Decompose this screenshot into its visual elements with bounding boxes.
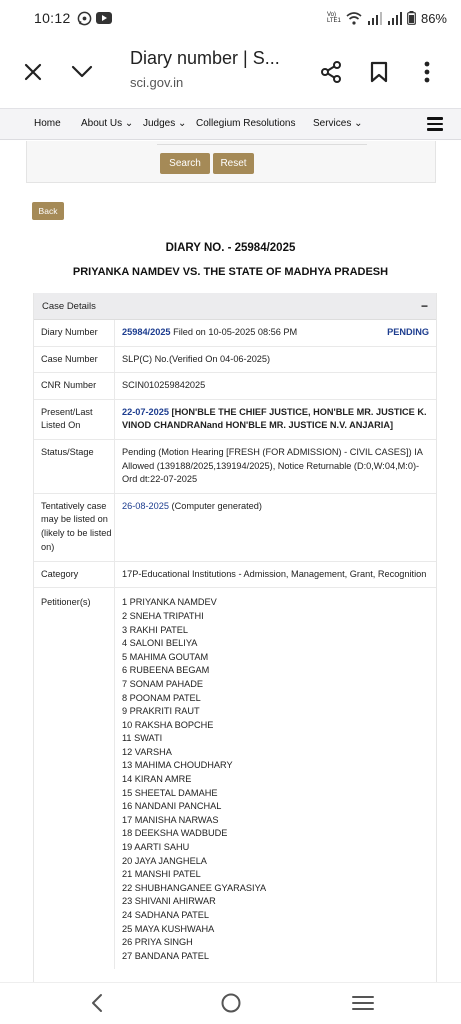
chevron-down-icon: ⌄ xyxy=(124,118,134,129)
petitioner-item: 8 POONAM PATEL xyxy=(122,692,201,703)
petitioner-item: 7 SONAM PAHADE xyxy=(122,678,204,689)
nav-judges[interactable] xyxy=(143,118,186,129)
search-input-edge[interactable] xyxy=(157,141,367,145)
nav-home[interactable]: Home xyxy=(34,118,61,129)
collapse-icon[interactable]: − xyxy=(420,299,428,313)
petitioner-item: 3 RAKHI PATEL xyxy=(122,624,189,635)
petitioner-item: 20 JAYA JANGHELA xyxy=(122,855,207,866)
listed-on-value xyxy=(115,400,436,439)
youtube-icon xyxy=(96,12,112,24)
petitioner-item: 25 MAYA KUSHWAHA xyxy=(122,923,215,934)
row-category xyxy=(34,562,436,589)
petitioner-item: 5 MAHIMA GOUTAM xyxy=(122,651,209,662)
petitioner-item: 19 AARTI SAHU xyxy=(122,842,190,853)
case-details-card xyxy=(33,293,437,983)
petitioner-item: 2 SNEHA TRIPATHI xyxy=(122,610,204,621)
petitioner-item: 4 SALONI BELIYA xyxy=(122,638,198,649)
hamburger-icon[interactable] xyxy=(427,117,443,131)
more-vert-icon xyxy=(424,61,430,83)
battery-icon xyxy=(407,11,416,25)
row-tentative xyxy=(34,494,436,562)
label-cnr: CNR Number xyxy=(34,373,115,399)
petitioner-item: 17 MANISHA NARWAS xyxy=(122,814,219,825)
petitioner-item: 26 PRIYA SINGH xyxy=(122,937,193,948)
diary-number-link[interactable]: 25984/2025 xyxy=(122,327,171,337)
share-icon xyxy=(320,61,342,83)
chevron-down-icon xyxy=(71,65,93,79)
search-button[interactable]: Search xyxy=(160,153,210,174)
category-value: 17P-Educational Institutions - Admission, Management, Grant, Recognition xyxy=(122,568,427,579)
status-badge: PENDING xyxy=(387,327,429,337)
network-label: Vo) LTE1 xyxy=(326,12,341,24)
tentative-date: 26-08-2025 xyxy=(122,500,169,511)
close-icon xyxy=(24,63,42,81)
nav-about-label: About Us xyxy=(81,118,123,129)
petitioner-item: 27 BANDANA PATEL xyxy=(122,950,209,961)
whatsapp-icon xyxy=(77,11,92,26)
browser-toolbar xyxy=(0,36,461,108)
row-status xyxy=(34,440,436,494)
chevron-down-icon: ⌄ xyxy=(178,118,187,129)
expand-button[interactable] xyxy=(67,57,97,87)
petitioner-item: 1 PRIYANKA NAMDEV xyxy=(122,597,217,608)
diary-filed-text: Filed on 10-05-2025 08:56 PM xyxy=(170,327,298,337)
petitioner-item: 10 RAKSHA BOPCHE xyxy=(122,719,214,730)
label-tentative: Tentatively case may be listed on (likely to be listed on) xyxy=(34,494,115,561)
bookmark-icon xyxy=(370,61,388,83)
nav-services[interactable] xyxy=(313,118,363,129)
site-navigation xyxy=(0,108,461,140)
case-details-header[interactable] xyxy=(34,293,436,320)
row-cnr xyxy=(34,373,436,400)
label-listed-on: Present/Last Listed On xyxy=(34,400,115,439)
close-tab-button[interactable] xyxy=(18,57,48,87)
label-status: Status/Stage xyxy=(34,440,115,493)
petitioner-item: 9 PRAKRITI RAUT xyxy=(122,706,200,717)
petitioner-item: 16 NANDANI PANCHAL xyxy=(122,801,222,812)
status-time: 10:12 xyxy=(34,10,71,26)
signal-icon xyxy=(367,12,382,25)
row-petitioners xyxy=(34,588,436,969)
label-diary-number: Diary Number xyxy=(34,320,115,346)
signal-icon-2 xyxy=(387,12,402,25)
tentative-note: (Computer generated) xyxy=(169,500,262,511)
chevron-down-icon: ⌄ xyxy=(354,118,363,129)
wifi-icon xyxy=(346,12,362,25)
petitioner-item: 15 SHEETAL DAMAHE xyxy=(122,787,218,798)
diary-heading: DIARY NO. - 25984/2025 xyxy=(165,242,296,254)
nav-home-icon[interactable] xyxy=(220,992,242,1014)
nav-services-label: Services xyxy=(313,118,352,129)
share-button[interactable] xyxy=(316,57,346,87)
label-category: Category xyxy=(34,562,115,588)
petitioner-item: 13 MAHIMA CHOUDHARY xyxy=(122,760,233,771)
bookmark-button[interactable] xyxy=(364,57,394,87)
system-navigation-bar xyxy=(0,982,461,1024)
listed-on-bench: [HON'BLE THE CHIEF JUSTICE, HON'BLE MR. JUSTICE K. VINOD CHANDRANand HON'BLE MR. JUSTICE N.V. ANJARIA] xyxy=(122,406,427,431)
status-bar xyxy=(0,0,461,36)
petitioner-item: 18 DEEKSHA WADBUDE xyxy=(122,828,228,839)
page-url: sci.gov.in xyxy=(130,75,184,90)
more-options-button[interactable] xyxy=(412,57,442,87)
cnr-value: SCIN010259842025 xyxy=(122,380,206,391)
petitioner-item: 21 MANSHI PATEL xyxy=(122,869,201,880)
battery-percent: 86% xyxy=(420,10,447,26)
nav-about[interactable] xyxy=(81,118,133,129)
label-petitioners: Petitioner(s) xyxy=(34,588,115,969)
petitioner-item: 6 RUBEENA BEGAM xyxy=(122,665,210,676)
case-number-value: SLP(C) No.(Verified On 04-06-2025) xyxy=(122,353,271,364)
row-listed-on xyxy=(34,400,436,440)
petitioner-item: 11 SWATI xyxy=(122,733,163,744)
status-value: Pending (Motion Hearing [FRESH (FOR ADMISSION) - CIVIL CASES]) IA Allowed (139188/2025,139194/2025), Notice Returnable (D:0,W:04,M:0)-Ord dt:22-07-2025 xyxy=(122,446,423,485)
reset-button[interactable]: Reset xyxy=(213,153,254,174)
petitioner-item: 12 VARSHA xyxy=(122,746,172,757)
case-details-title: Case Details xyxy=(42,300,96,312)
label-case-number: Case Number xyxy=(34,347,115,373)
page-title-block[interactable] xyxy=(130,48,280,90)
listed-on-date: 22-07-2025 xyxy=(122,406,169,417)
nav-back-icon[interactable] xyxy=(90,993,104,1013)
back-button[interactable]: Back xyxy=(32,202,64,220)
petitioner-item: 22 SHUBHANGANEE GYARASIYA xyxy=(122,882,267,893)
petitioner-list xyxy=(115,588,436,969)
nav-recents-icon[interactable] xyxy=(352,995,374,1011)
row-case-number xyxy=(34,347,436,374)
case-parties: PRIYANKA NAMDEV VS. THE STATE OF MADHYA PRADESH xyxy=(72,266,389,278)
row-diary-number xyxy=(34,320,436,347)
nav-judges-label: Judges xyxy=(143,118,176,129)
petitioner-item: 24 SADHANA PATEL xyxy=(122,910,209,920)
nav-collegium[interactable]: Collegium Resolutions xyxy=(196,118,296,129)
petitioner-item: 23 SHIVANI AHIRWAR xyxy=(122,896,216,907)
petitioner-item: 14 KIRAN AMRE xyxy=(122,774,192,785)
page-title: Diary number | S... xyxy=(130,48,280,68)
